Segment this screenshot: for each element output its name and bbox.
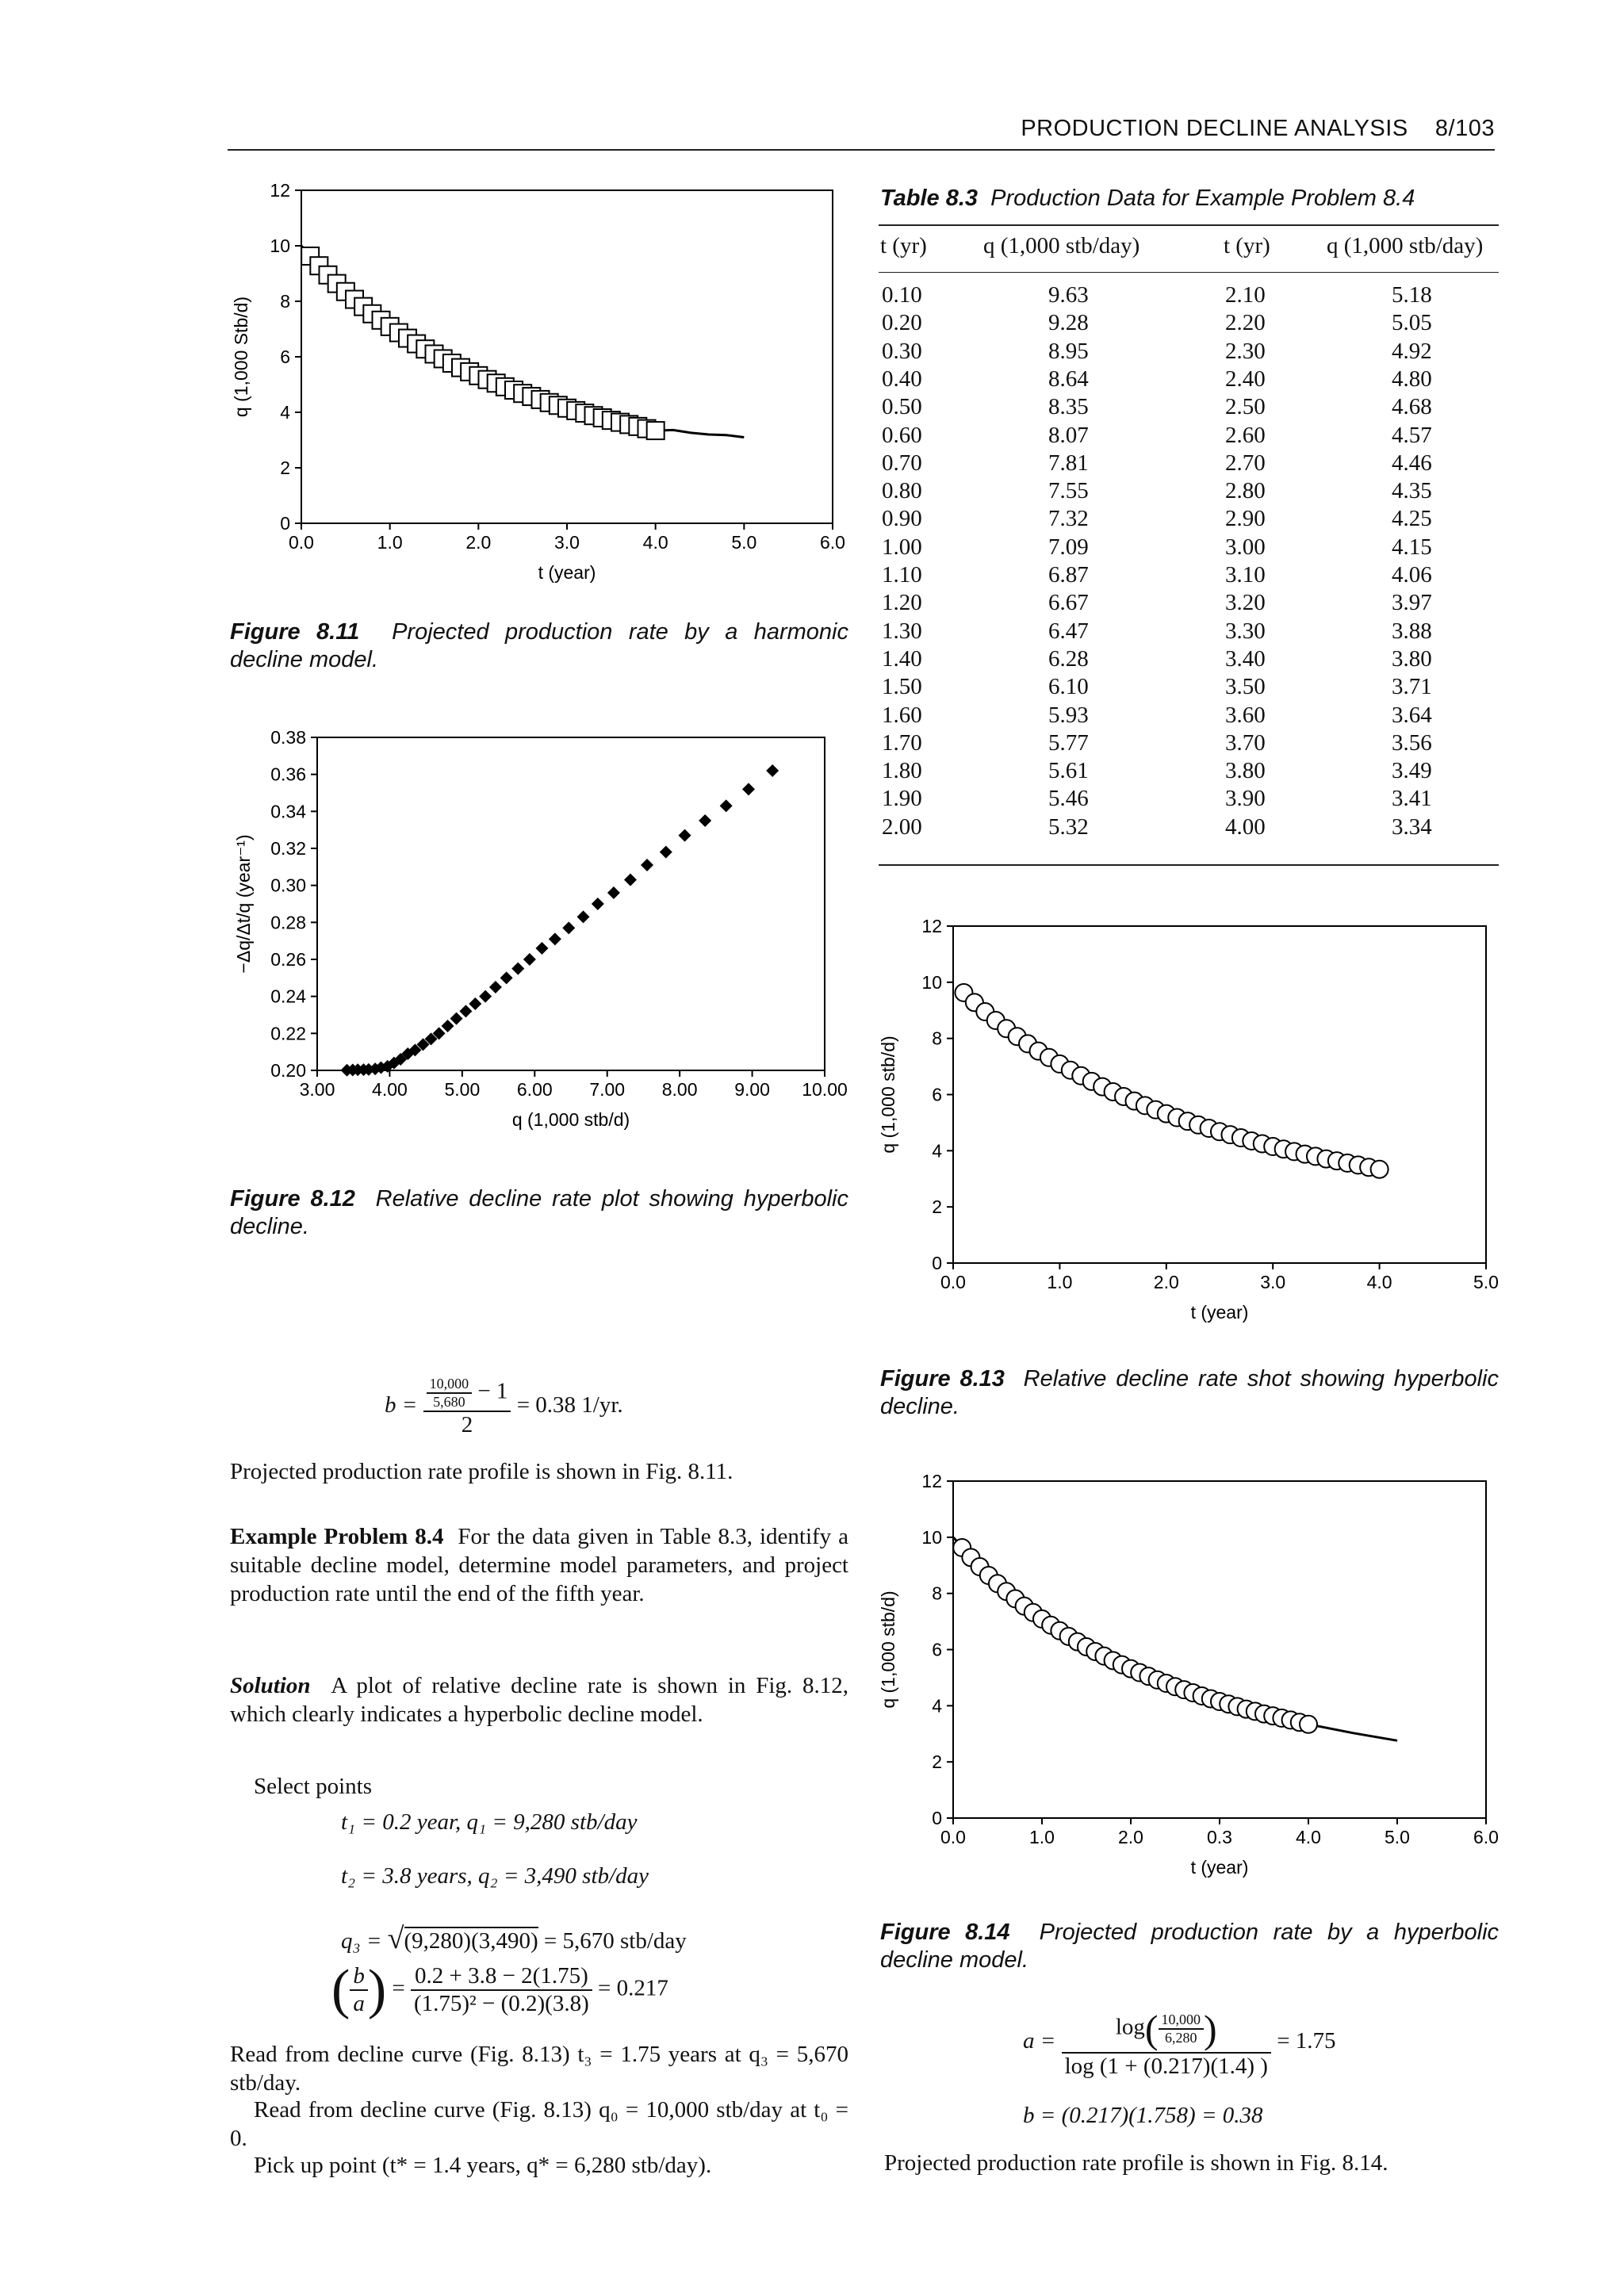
table-cell: 0.10 [882, 282, 922, 308]
table-row [880, 282, 1499, 310]
x-tick-label: 6.0 [1473, 1827, 1499, 1847]
table-cell: 0.80 [882, 478, 922, 504]
data-point [523, 953, 536, 966]
running-header [228, 113, 1495, 151]
data-point [679, 829, 691, 842]
x-tick-label: 5.0 [731, 532, 757, 553]
table-cell: 1.00 [882, 534, 922, 560]
table-8-3-title: Table 8.3 Production Data for Example Problem 8.4 [880, 186, 1415, 211]
paragraph-read-decline-1: Read from decline curve (Fig. 8.13) t₃ = 1.75 years at q₃ = 5,670 stb/day. [230, 2042, 848, 2096]
table-cell: 4.15 [1392, 534, 1432, 560]
x-tick-label: 3.00 [299, 1079, 335, 1100]
table-row [880, 590, 1499, 618]
y-tick-label: 0 [932, 1253, 942, 1273]
table-header-t1: t (yr) [880, 233, 927, 258]
table-cell: 7.55 [1048, 478, 1089, 504]
table-cell: 2.60 [1225, 422, 1266, 448]
table-cell: 3.70 [1225, 729, 1266, 756]
table-cell: 8.07 [1048, 422, 1089, 448]
y-tick-label: 6 [932, 1084, 942, 1105]
figure-8-11-chart [214, 176, 864, 596]
table-header-q2: q (1,000 stb/day) [1327, 233, 1484, 258]
table-cell: 2.90 [1225, 506, 1266, 532]
figure-8-13-chart [872, 904, 1507, 1344]
table-row [880, 702, 1499, 730]
table-cell: 1.40 [882, 645, 922, 672]
x-tick-label: 4.00 [372, 1079, 408, 1100]
y-tick-label: 12 [921, 1471, 942, 1491]
table-cell: 2.30 [1225, 338, 1266, 364]
model-curve [953, 1537, 1397, 1741]
table-cell: 2.80 [1225, 478, 1266, 504]
table-cell: 6.87 [1048, 562, 1089, 588]
model-curve [301, 246, 744, 438]
table-cell: 8.35 [1048, 394, 1089, 420]
x-tick-label: 0.0 [940, 1272, 966, 1292]
table-row [880, 646, 1499, 674]
x-tick-label: 1.0 [1047, 1272, 1073, 1292]
table-cell: 0.90 [882, 506, 922, 532]
table-row [880, 562, 1499, 590]
data-point [607, 886, 620, 899]
y-tick-label: 0.24 [270, 986, 306, 1007]
table-cell: 3.56 [1392, 729, 1432, 756]
equation-b-first: b = $\frac{10,000}{5,680}$ − 1 2 = 0.38 1/yr. [385, 1376, 623, 1437]
data-point [1300, 1716, 1317, 1733]
y-tick-label: 2 [932, 1196, 942, 1218]
table-cell: 5.05 [1392, 310, 1432, 336]
x-tick-label: 6.00 [516, 1079, 553, 1100]
table-row [880, 423, 1499, 450]
table-cell: 0.40 [882, 366, 922, 392]
table-row [880, 450, 1499, 478]
table-cell: 2.70 [1225, 450, 1266, 476]
figure-8-14-caption: Figure 8.14 Projected production rate by a hyperbolic decline model. [880, 1920, 1500, 1973]
data-point [641, 859, 653, 871]
y-tick-label: 0.22 [270, 1023, 306, 1044]
x-tick-label: 0.0 [940, 1827, 966, 1847]
table-cell: 1.90 [882, 786, 922, 812]
y-tick-label: 8 [932, 1583, 942, 1604]
x-tick-label: 3.0 [554, 532, 580, 553]
data-point [500, 971, 513, 984]
table-cell: 4.00 [1225, 813, 1266, 840]
table-row [880, 478, 1499, 506]
table-cell: 3.64 [1392, 702, 1432, 728]
table-cell: 4.06 [1392, 562, 1432, 588]
select-points-text: Select points [254, 1774, 373, 1799]
data-point [450, 1013, 463, 1025]
table-cell: 9.28 [1048, 310, 1089, 336]
table-cell: 3.80 [1392, 645, 1432, 672]
table-cell: 6.47 [1048, 618, 1089, 644]
table-cell: 0.50 [882, 394, 922, 420]
table-cell: 7.81 [1048, 450, 1089, 476]
x-tick-label: 1.0 [1029, 1827, 1055, 1847]
table-8-3-bottomline [879, 864, 1499, 866]
y-tick-label: 6 [280, 346, 290, 367]
table-cell: 3.20 [1225, 590, 1266, 616]
data-point [1371, 1161, 1388, 1178]
table-cell: 7.32 [1048, 506, 1089, 532]
table-row [880, 394, 1499, 422]
table-cell: 3.88 [1392, 618, 1432, 644]
table-cell: 1.30 [882, 618, 922, 644]
table-cell: 3.60 [1225, 702, 1266, 728]
table-cell: 3.80 [1225, 758, 1266, 784]
table-8-3-headline [879, 272, 1499, 273]
table-cell: 4.35 [1392, 478, 1432, 504]
table-cell: 0.60 [882, 422, 922, 448]
table-cell: 1.70 [882, 729, 922, 756]
table-cell: 3.97 [1392, 590, 1432, 616]
equation-t1: t₁ = 0.2 year, q₁ = 9,280 stb/day [341, 1809, 638, 1835]
table-cell: 0.20 [882, 310, 922, 336]
x-axis-label: t (year) [1190, 1302, 1249, 1323]
data-point [479, 990, 492, 1003]
solution-paragraph: Solution A plot of relative decline rate is shown in Fig. 8.12, which clearly indicates a hyperbolic decline model. [230, 1673, 848, 1727]
data-point [720, 799, 733, 812]
paragraph-pick-point: Pick up point (t* = 1.4 years, q* = 6,280 stb/day). [254, 2153, 712, 2178]
y-tick-label: 4 [932, 1140, 942, 1162]
data-point [442, 1020, 454, 1032]
data-point [562, 921, 575, 934]
y-tick-label: 0.34 [270, 801, 306, 822]
x-tick-label: 1.0 [377, 532, 403, 553]
data-point [660, 846, 672, 859]
data-point [592, 898, 604, 910]
table-cell: 1.60 [882, 702, 922, 728]
x-tick-label: 2.0 [1118, 1827, 1143, 1847]
y-tick-label: 6 [932, 1639, 942, 1660]
x-tick-label: 8.00 [661, 1079, 698, 1100]
y-tick-label: 4 [932, 1695, 942, 1717]
example-problem-paragraph: Example Problem 8.4 For the data given in Table 8.3, identify a suitable decline model, determine model parameters, and project production rate until the end of the fifth year. [230, 1524, 849, 1606]
y-tick-label: 8 [280, 291, 290, 312]
data-point [549, 932, 561, 945]
table-cell: 8.64 [1048, 366, 1089, 392]
data-point [577, 910, 590, 923]
table-cell: 5.61 [1048, 758, 1089, 784]
table-row [880, 534, 1499, 562]
figure-8-14-chart [872, 1459, 1507, 1899]
table-cell: 1.80 [882, 758, 922, 784]
table-row [880, 339, 1499, 366]
table-cell: 1.10 [882, 562, 922, 588]
x-tick-label: 4.0 [1296, 1827, 1321, 1847]
paragraph-read-decline-2: Read from decline curve (Fig. 8.13) q₀ = 10,000 stb/day at t₀ = 0. [230, 2097, 848, 2151]
table-row [880, 730, 1499, 758]
table-cell: 3.30 [1225, 618, 1266, 644]
table-cell: 6.28 [1048, 645, 1089, 672]
y-tick-label: 12 [270, 180, 290, 201]
data-point [459, 1005, 472, 1017]
table-cell: 2.40 [1225, 366, 1266, 392]
equation-t2: t₂ = 3.8 years, q₂ = 3,490 stb/day [341, 1863, 649, 1889]
table-cell: 5.93 [1048, 702, 1089, 728]
y-tick-label: 10 [921, 971, 942, 993]
y-tick-label: 0.20 [270, 1060, 306, 1081]
x-tick-label: 2.0 [1153, 1272, 1179, 1292]
table-cell: 2.00 [882, 813, 922, 840]
table-header-t2: t (yr) [1224, 233, 1270, 258]
table-cell: 1.50 [882, 674, 922, 700]
data-point [742, 783, 755, 795]
equation-q3: q₃ = √(9,280)(3,490) = 5,670 stb/day [341, 1922, 687, 1955]
data-point [511, 963, 524, 975]
table-cell: 5.18 [1392, 282, 1432, 308]
data-line [963, 993, 1379, 1169]
x-tick-label: 0.3 [1207, 1827, 1232, 1847]
x-axis-label: t (year) [1190, 1857, 1249, 1878]
y-tick-label: 0.38 [270, 727, 306, 748]
table-row [880, 310, 1499, 338]
table-cell: 5.77 [1048, 729, 1089, 756]
data-point [535, 942, 548, 955]
table-cell: 3.41 [1392, 786, 1432, 812]
table-cell: 9.63 [1048, 282, 1089, 308]
data-point [647, 422, 665, 439]
x-tick-label: 6.0 [820, 532, 845, 553]
y-tick-label: 0.32 [270, 838, 306, 859]
table-cell: 3.10 [1225, 562, 1266, 588]
data-point [489, 981, 502, 993]
data-point [469, 997, 481, 1010]
table-cell: 4.92 [1392, 338, 1432, 364]
x-axis-label: t (year) [538, 562, 596, 583]
y-tick-label: 0 [280, 513, 290, 534]
table-cell: 4.57 [1392, 422, 1432, 448]
table-cell: 3.40 [1225, 645, 1266, 672]
equation-b-over-a: ( $\frac{b}{a}$ ) = $\frac{0.2 + 3.8 - 2(1.75)}{\text{(1.75)² − (0.2)(3.8)}}$ = 0.217 [331, 1959, 668, 2020]
header-text: PRODUCTION DECLINE ANALYSIS 8/103 [1021, 116, 1495, 141]
x-tick-label: 4.0 [642, 532, 668, 553]
table-cell: 2.20 [1225, 310, 1266, 336]
table-cell: 0.70 [882, 450, 922, 476]
data-point [624, 874, 637, 886]
y-axis-label: q (1,000 stb/d) [878, 1591, 898, 1709]
table-cell: 5.46 [1048, 786, 1089, 812]
x-tick-label: 7.00 [589, 1079, 626, 1100]
table-cell: 4.68 [1392, 394, 1432, 420]
table-cell: 6.67 [1048, 590, 1089, 616]
y-tick-label: 10 [270, 235, 290, 256]
table-cell: 4.80 [1392, 366, 1432, 392]
x-tick-label: 2.0 [465, 532, 492, 553]
table-cell: 2.10 [1225, 282, 1266, 308]
y-tick-label: 0.26 [270, 949, 306, 970]
x-tick-label: 5.0 [1473, 1272, 1499, 1292]
table-cell: 0.30 [882, 338, 922, 364]
table-row [880, 506, 1499, 534]
y-tick-label: 4 [280, 402, 290, 423]
y-tick-label: 10 [921, 1526, 942, 1548]
table-row [880, 786, 1499, 813]
equation-a: a = log( $\frac{10,000}{6,280}$ ) log (1 + (0.217)(1.4) ) = 1.75 [1023, 2007, 1336, 2079]
table-8-3-topline [879, 224, 1499, 226]
x-tick-label: 9.00 [734, 1079, 770, 1100]
table-cell: 3.49 [1392, 758, 1432, 784]
data-point [699, 814, 711, 827]
table-cell: 1.20 [882, 590, 922, 616]
figure-8-13-caption: Figure 8.13 Relative decline rate shot showing hyperbolic decline. [880, 1366, 1499, 1419]
y-tick-label: 0 [932, 1808, 942, 1828]
x-axis-label: q (1,000 stb/d) [511, 1109, 630, 1130]
table-cell: 8.95 [1048, 338, 1089, 364]
table-row [880, 758, 1499, 786]
x-tick-label: 4.0 [1366, 1272, 1392, 1292]
y-axis-label: −Δq/Δt/q (year⁻¹) [233, 834, 254, 974]
paragraph-projected-8-14: Projected production rate profile is shown in Fig. 8.14. [884, 2150, 1388, 2176]
x-tick-label: 10.00 [802, 1079, 848, 1100]
y-tick-label: 2 [932, 1751, 942, 1773]
x-tick-label: 0.0 [289, 532, 314, 553]
table-row [880, 618, 1499, 646]
equation-b-second: b = (0.217)(1.758) = 0.38 [1023, 2103, 1263, 2128]
plot-frame [953, 1481, 1486, 1818]
table-row [880, 366, 1499, 394]
table-cell: 4.46 [1392, 450, 1432, 476]
table-cell: 5.32 [1048, 813, 1089, 840]
table-cell: 3.90 [1225, 786, 1266, 812]
x-tick-label: 5.0 [1385, 1827, 1410, 1847]
figure-8-12-chart [214, 718, 864, 1130]
x-tick-label: 3.0 [1260, 1272, 1286, 1292]
figure-8-12-caption: Figure 8.12 Relative decline rate plot showing hyperbolic decline. [230, 1186, 848, 1239]
y-tick-label: 0.36 [270, 764, 306, 785]
y-axis-label: q (1,000 stb/d) [878, 1035, 898, 1154]
y-tick-label: 0.28 [270, 912, 306, 933]
y-tick-label: 2 [280, 457, 290, 478]
table-header-q1: q (1,000 stb/day) [983, 233, 1140, 258]
y-tick-label: 12 [921, 916, 942, 936]
table-row [880, 814, 1499, 842]
plot-frame [953, 926, 1486, 1263]
table-cell: 3.00 [1225, 534, 1266, 560]
paragraph-projected-8-11: Projected production rate profile is shown in Fig. 8.11. [230, 1459, 733, 1484]
data-point [766, 764, 779, 777]
y-tick-label: 0.30 [270, 875, 306, 896]
x-tick-label: 5.00 [444, 1079, 481, 1100]
y-tick-label: 8 [932, 1028, 942, 1049]
table-cell: 6.10 [1048, 674, 1089, 700]
table-cell: 3.71 [1392, 674, 1432, 700]
table-cell: 3.50 [1225, 674, 1266, 700]
plot-frame [301, 190, 833, 523]
figure-8-11-caption: Figure 8.11 Projected production rate by a harmonic decline model. [230, 619, 848, 672]
table-cell: 7.09 [1048, 534, 1089, 560]
table-row [880, 674, 1499, 702]
table-cell: 3.34 [1392, 813, 1432, 840]
table-cell: 4.25 [1392, 506, 1432, 532]
table-cell: 2.50 [1225, 394, 1266, 420]
y-axis-label: q (1,000 Stb/d) [231, 296, 251, 418]
